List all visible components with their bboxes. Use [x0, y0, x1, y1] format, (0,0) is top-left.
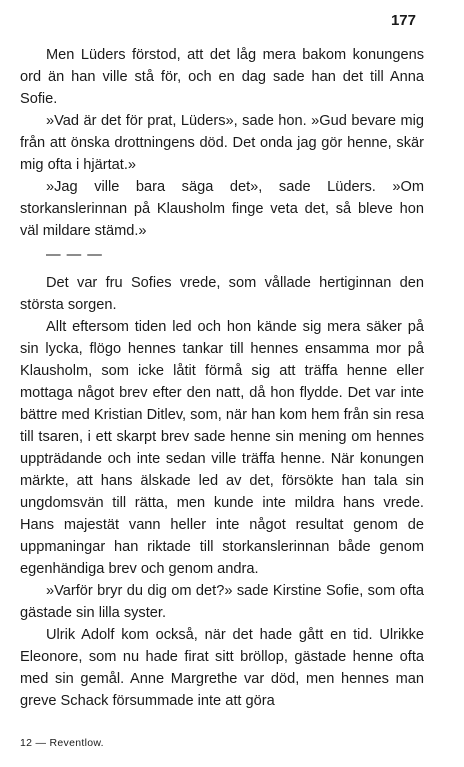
- paragraph: Ulrik Adolf kom också, när det hade gått en tid. Ulrikke Eleonore, som nu hade firat sitt bröllop, gästade henne ofta med sin gemål. Anne Margrethe var död, men hennes man greve Schack försummade inte att göra: [20, 627, 424, 709]
- paragraph: Allt eftersom tiden led och hon kände sig mera säker på sin lycka, flögo hennes tankar till hennes ensamma mor på Klausholm, som icke låtit förmå sig att träffa henne eller mottaga något brev efter den natt, då hon flydde. Det var inte bättre med Kristian Ditlev, som, när han kom hem från sin resa till tsaren, i ett skarpt brev sade henne sin mening om hennes uppträdande och inte sedan ville träffa henne. När konungen märkte, att hans älskade led av det, försökte han tala sin ungdomsvän till rätta, men kunde inte mildra hans vrede. Hans majestät vann heller inte något resultat genom de uppmaningar han riktade till storkanslerinnan både genom egenhändiga brev och genom andra.: [20, 319, 424, 577]
- paragraph: »Jag ville bara säga det», sade Lüders. »Om storkanslerinnan på Klausholm finge veta det, så bleve hon väl mildare stämd.»: [20, 179, 424, 239]
- section-separator: — — —: [46, 247, 103, 263]
- paragraph: Men Lüders förstod, att det låg mera bakom konungens ord än han ville stå för, och en dag sade han det till Anna Sofie.: [20, 47, 424, 107]
- paragraph: Det var fru Sofies vrede, som vållade hertiginnan den största sorgen.: [20, 275, 424, 313]
- page-number: 177: [390, 12, 416, 29]
- page-body: [20, 44, 424, 712]
- paragraph: »Vad är det för prat, Lüders», sade hon. »Gud bevare mig från att önska drottningens död. Det onda jag gör henne, skär mig ofta i hjärtat.»: [20, 113, 424, 173]
- page-footer-signature: 12 — Reventlow.: [20, 737, 104, 749]
- paragraph: »Varför bryr du dig om det?» sade Kirstine Sofie, som ofta gästade sin lilla syster.: [20, 583, 424, 621]
